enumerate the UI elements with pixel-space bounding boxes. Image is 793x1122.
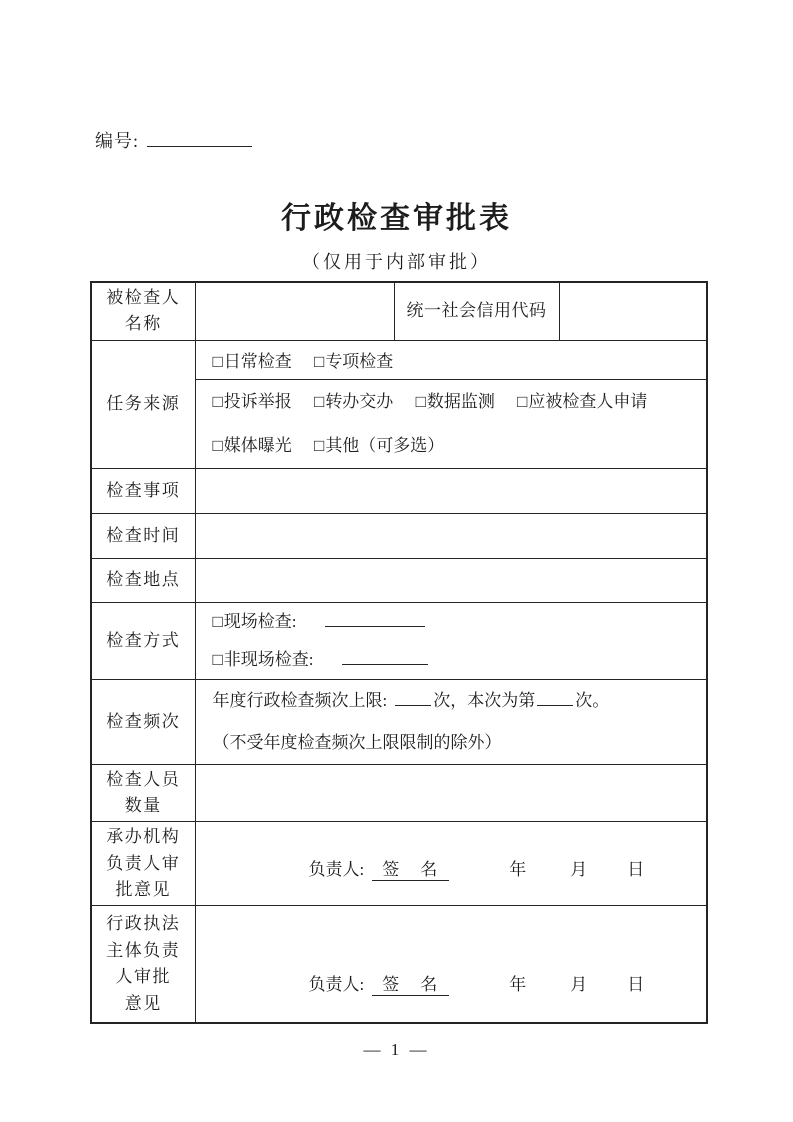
checkbox-option-application (517, 392, 647, 411)
signature-line (213, 847, 701, 881)
frequency-blank-line (537, 689, 573, 706)
cell-credit-code-value (559, 282, 707, 340)
cell-inspection-time-value (195, 513, 707, 558)
checkbox-option-transfer (314, 392, 393, 411)
checkbox-option-label: 日常检查 (223, 352, 292, 372)
offsite-blank-line (342, 648, 428, 665)
row-executive-approval (91, 906, 707, 1023)
checkbox-option-other (314, 436, 444, 455)
date-year-label: 年 (509, 974, 527, 994)
checkbox-icon: □ (314, 391, 325, 411)
leader-label: 负责人: (308, 859, 365, 879)
option-line (213, 424, 701, 468)
cell-executive-approval (195, 906, 707, 1023)
cell-inspection-method (195, 602, 707, 679)
checkbox-option-data-monitoring (416, 392, 495, 411)
serial-label: 编号: (95, 131, 140, 151)
date-year-label: 年 (509, 859, 527, 879)
row-inspection-time (91, 513, 707, 558)
page-title: 行政检查审批表 (281, 202, 512, 235)
option-line (213, 380, 701, 424)
row-staff-count (91, 764, 707, 822)
checkbox-option-label: 投诉举报 (223, 391, 292, 411)
checkbox-option-label: 非现场检查: (223, 649, 314, 669)
signature-blank: 签 名 (372, 970, 449, 996)
label-executive-approval (91, 906, 195, 1023)
label-inspected-name (91, 282, 195, 340)
checkbox-icon: □ (212, 352, 223, 372)
label-inspection-method: 检查方式 (91, 602, 195, 679)
method-offsite-line (213, 641, 701, 679)
checkbox-option-offsite (213, 650, 314, 669)
cell-task-source-group1 (195, 340, 707, 379)
checkbox-icon: □ (212, 611, 223, 631)
label-credit-code: 统一社会信用代码 (394, 282, 559, 340)
checkbox-option-daily (213, 352, 292, 371)
row-inspection-place (91, 558, 707, 602)
checkbox-icon: □ (517, 391, 528, 411)
label-line: 批意见 (115, 880, 171, 900)
label-line: 承办机构 (106, 827, 181, 847)
label-line: 数量 (124, 796, 162, 816)
cell-inspection-frequency (195, 679, 707, 764)
frequency-exception-note: （不受年度检查频次上限限制的除外） (212, 732, 502, 752)
checkbox-option-label: 媒体曝光 (223, 435, 292, 455)
label-line: 主体负责 (106, 940, 181, 960)
label-line: 人审批 (115, 967, 171, 987)
frequency-mid: 次，本次为第 (433, 690, 536, 710)
checkbox-option-special (314, 352, 393, 371)
serial-number (95, 127, 252, 153)
checkbox-option-media (213, 436, 292, 455)
label-line: 名称 (124, 314, 162, 334)
frequency-suffix: 次。 (575, 690, 610, 710)
leader-label: 负责人: (308, 974, 365, 994)
checkbox-option-label: 应被检查人申请 (528, 391, 648, 411)
frequency-blank-line (395, 689, 431, 706)
row-task-source-1 (91, 340, 707, 379)
label-line: 被检查人 (106, 288, 181, 307)
cell-staff-count-value (195, 764, 707, 822)
checkbox-icon: □ (314, 435, 325, 455)
frequency-limit-line (213, 680, 701, 722)
cell-inspection-place-value (195, 558, 707, 602)
row-inspected-name (91, 282, 707, 340)
cell-inspected-name-value (195, 282, 394, 340)
signature-line (213, 970, 701, 1022)
label-inspection-place: 检查地点 (91, 558, 195, 602)
label-line: 负责人审 (106, 853, 181, 873)
checkbox-icon: □ (212, 435, 223, 455)
cell-inspection-items-value (195, 468, 707, 513)
row-inspection-items (91, 468, 707, 513)
label-staff-count (91, 764, 195, 822)
row-inspection-method (91, 602, 707, 679)
checkbox-option-label: 其他（可多选） (325, 435, 445, 455)
onsite-blank-line (325, 610, 425, 627)
label-agency-approval (91, 822, 195, 906)
form-table (90, 281, 708, 1024)
checkbox-icon: □ (212, 649, 223, 669)
label-line: 意见 (124, 993, 162, 1013)
date-month-label: 月 (570, 859, 588, 879)
label-inspection-time: 检查时间 (91, 513, 195, 558)
checkbox-option-complaint (213, 392, 292, 411)
checkbox-option-onsite (213, 612, 297, 631)
row-inspection-frequency (91, 679, 707, 764)
label-inspection-items: 检查事项 (91, 468, 195, 513)
checkbox-option-label: 转办交办 (325, 391, 394, 411)
checkbox-option-label: 专项检查 (325, 352, 394, 372)
checkbox-icon: □ (314, 352, 325, 372)
checkbox-option-label: 现场检查: (223, 611, 297, 631)
frequency-prefix: 年度行政检查频次上限: (212, 690, 388, 710)
checkbox-icon: □ (415, 391, 426, 411)
page-subtitle: （仅用于内部审批） (302, 252, 491, 272)
label-line: 检查人员 (106, 769, 181, 789)
signature-blank: 签 名 (372, 855, 449, 881)
checkbox-icon: □ (212, 391, 223, 411)
serial-blank-line (147, 129, 252, 147)
row-agency-approval (91, 822, 707, 906)
label-line: 行政执法 (106, 914, 181, 934)
date-day-label: 日 (627, 859, 645, 879)
checkbox-option-label: 数据监测 (426, 391, 495, 411)
date-day-label: 日 (627, 974, 645, 994)
date-month-label: 月 (570, 974, 588, 994)
cell-task-source-group2 (195, 379, 707, 468)
cell-agency-approval (195, 822, 707, 906)
page-number: — 1 — (363, 1040, 430, 1059)
label-inspection-frequency: 检查频次 (91, 679, 195, 764)
label-task-source: 任务来源 (91, 340, 195, 468)
method-onsite-line (213, 603, 701, 641)
